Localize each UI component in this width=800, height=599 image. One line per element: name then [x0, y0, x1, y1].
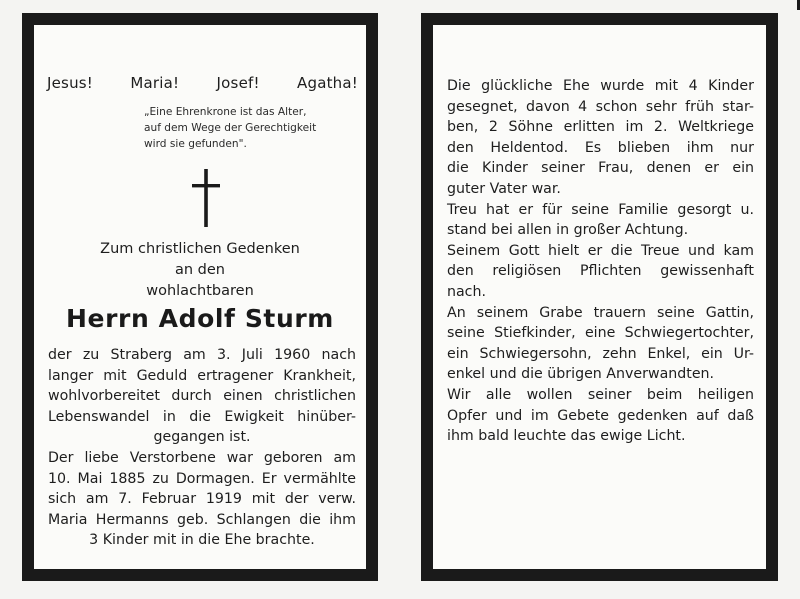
quote-line: wird sie gefunden". — [144, 138, 247, 150]
text-line: ein Schwiegersohn, zehn Enkel, ein Ur- — [447, 345, 754, 362]
saint-agatha: Agatha! — [297, 74, 358, 92]
obituary-text-front — [48, 345, 356, 551]
text-line: den Heldentod. Es blieben ihm nur — [447, 139, 754, 156]
text-line: Maria Hermanns geb. Schlangen die ihm — [48, 511, 356, 528]
memorial-card-back — [421, 13, 778, 581]
text-line: Der liebe Verstorbene war geboren am — [48, 449, 356, 466]
text-line: langer mit Geduld ertragener Krankheit, — [48, 367, 356, 384]
text-line: die Kinder seiner Frau, denen er ein — [447, 160, 754, 177]
text-line: guter Vater war. — [447, 180, 561, 197]
text-line: wohlvorbereitet durch einen christlichen — [48, 388, 356, 405]
dedication — [34, 239, 366, 302]
text-line: Treu hat er für seine Familie gesorgt u. — [447, 201, 754, 218]
saint-josef: Josef! — [216, 74, 260, 92]
saint-maria: Maria! — [130, 74, 180, 92]
text-line: gegangen ist. — [153, 429, 251, 446]
text-line: enkel und die übrigen Anverwandten. — [447, 366, 715, 383]
text-line: der zu Straberg am 3. Juli 1960 nach — [48, 347, 356, 363]
saint-jesus: Jesus! — [47, 74, 94, 92]
dedication-line: wohlachtbaren — [146, 283, 254, 299]
dedication-line: an den — [175, 262, 225, 278]
card-back-paper — [433, 25, 766, 569]
text-line: seine Stiefkinder, eine Schwiegertochter, — [447, 325, 754, 342]
quote-line: „Eine Ehrenkrone ist das Alter, — [144, 106, 307, 118]
text-line: Die glückliche Ehe wurde mit 4 Kinder — [447, 78, 754, 94]
text-line: sich am 7. Februar 1919 mit der verw. — [48, 491, 356, 508]
text-line: An seinem Grabe trauern seine Gattin, — [447, 304, 754, 321]
card-front-paper — [34, 25, 366, 569]
text-line: Opfer und im Gebete gedenken auf daß — [447, 407, 754, 424]
quote-line: auf dem Wege der Gerechtigkeit — [144, 122, 317, 134]
latin-cross-icon — [192, 169, 220, 227]
saints-invocation — [47, 74, 358, 92]
text-line: 3 Kinder mit in die Ehe brachte. — [89, 532, 315, 549]
obituary-text-back — [447, 76, 754, 447]
text-line: Lebenswandel in die Ewigkeit hinüber- — [48, 408, 356, 425]
text-line: ben, 2 Söhne erlitten im 2. Weltkriege — [447, 119, 754, 136]
text-line: Wir alle wollen seiner beim heiligen — [447, 386, 754, 403]
dedication-line: Zum christlichen Gedenken — [100, 241, 300, 257]
text-line: stand bei allen in großer Achtung. — [447, 222, 689, 239]
text-line: ihm bald leuchte das ewige Licht. — [447, 428, 686, 445]
bible-quote — [144, 104, 358, 152]
deceased-name: Herrn Adolf Sturm — [66, 304, 334, 333]
text-line: nach. — [447, 283, 486, 300]
text-line: gesegnet, davon 4 schon sehr früh star- — [447, 98, 754, 115]
text-line: Seinem Gott hielt er die Treue und kam — [447, 242, 754, 259]
text-line: den religiösen Pflichten gewissenhaft — [447, 263, 754, 280]
memorial-card-front — [22, 13, 378, 581]
text-line: 10. Mai 1885 zu Dormagen. Er vermählte — [48, 470, 356, 487]
